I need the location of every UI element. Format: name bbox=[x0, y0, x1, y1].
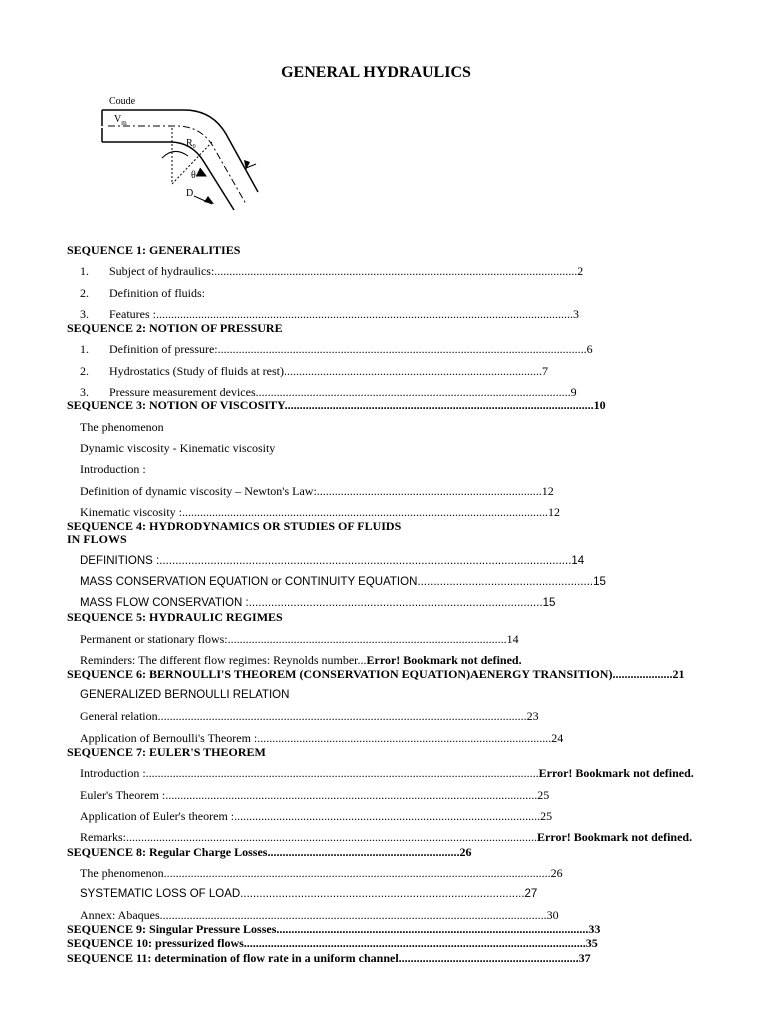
figure-label-coude: Coude bbox=[109, 96, 136, 107]
toc-entry[interactable]: Annex: Abaques.................................................................................................................................30 bbox=[80, 908, 559, 922]
figure-label-theta: θ bbox=[191, 170, 196, 181]
toc-entry[interactable]: 1. Subject of hydraulics:.........................................................................................................................2 bbox=[80, 264, 584, 278]
toc-entry[interactable]: 2. Definition of fluids: bbox=[80, 286, 205, 300]
figure-label-d: D bbox=[186, 188, 194, 199]
toc-entry[interactable]: The phenomenon bbox=[80, 420, 164, 434]
toc-entry[interactable]: Introduction : bbox=[80, 462, 146, 476]
toc-entry[interactable]: Kinematic viscosity :..........................................................................................................................12 bbox=[80, 505, 560, 519]
angle-arc bbox=[162, 151, 188, 158]
toc-sequence-8[interactable]: SEQUENCE 8: Regular Charge Losses................................................................26 bbox=[67, 845, 472, 859]
toc-entry[interactable]: 3. Features :...........................................................................................................................................3 bbox=[80, 307, 579, 321]
toc-sequence-4-continued[interactable]: IN FLOWS bbox=[67, 532, 127, 546]
toc-entry[interactable]: Remarks:.........................................................................................................................................Error! Bookmark not defined. bbox=[80, 830, 693, 844]
toc-sequence-1[interactable]: SEQUENCE 1: GENERALITIES bbox=[67, 243, 241, 257]
toc-sequence-10[interactable]: SEQUENCE 10: pressurized flows..................................................................................................................35 bbox=[67, 936, 598, 950]
error-bookmark-text: Error! Bookmark not defined. bbox=[537, 830, 693, 844]
toc-entry[interactable]: GENERALIZED BERNOULLI RELATION bbox=[80, 689, 290, 701]
toc-sequence-11[interactable]: SEQUENCE 11: determination of flow rate in a uniform channel............................................................37 bbox=[67, 951, 591, 965]
pipe-centerline bbox=[108, 126, 246, 204]
pipe-wall-inner bbox=[102, 142, 234, 210]
toc-entry[interactable]: Permanent or stationary flows:.............................................................................................14 bbox=[80, 632, 519, 646]
document-title: GENERAL HYDRAULICS bbox=[281, 64, 471, 81]
toc-entry[interactable]: 3. Pressure measurement devices.........................................................................................................9 bbox=[80, 385, 577, 399]
toc-entry[interactable]: MASS FLOW CONSERVATION :............................................................................................15 bbox=[80, 597, 556, 609]
toc-sequence-9[interactable]: SEQUENCE 9: Singular Pressure Losses........................................................................................................33 bbox=[67, 922, 601, 936]
toc-entry[interactable]: Reminders: The different flow regimes: Reynolds number...Error! Bookmark not defined. bbox=[80, 653, 522, 667]
toc-sequence-7[interactable]: SEQUENCE 7: EULER'S THEOREM bbox=[67, 745, 266, 759]
figure-label-v: $V_m$ bbox=[114, 114, 127, 127]
toc-entry[interactable]: 2. Hydrostatics (Study of fluids at rest)......................................................................................7 bbox=[80, 364, 548, 378]
toc-entry[interactable]: Euler's Theorem :............................................................................................................................25 bbox=[80, 788, 550, 802]
error-bookmark-text: Error! Bookmark not defined. bbox=[366, 653, 522, 667]
toc-sequence-5[interactable]: SEQUENCE 5: HYDRAULIC REGIMES bbox=[67, 610, 283, 624]
toc-entry[interactable]: The phenomenon.................................................................................................................................26 bbox=[80, 866, 563, 880]
toc-entry[interactable]: Application of Euler's theorem :......................................................................................................25 bbox=[80, 809, 553, 823]
figure-label-r: $R_0$ bbox=[186, 138, 196, 150]
toc-sequence-2[interactable]: SEQUENCE 2: NOTION OF PRESSURE bbox=[67, 321, 283, 335]
toc-entry[interactable]: MASS CONSERVATION EQUATION or CONTINUITY EQUATION.......................................................15 bbox=[80, 576, 606, 588]
toc-sequence-3[interactable]: SEQUENCE 3: NOTION OF VISCOSITY.......................................................................................................10 bbox=[67, 398, 606, 412]
toc-entry[interactable]: 1. Definition of pressure:...........................................................................................................................6 bbox=[80, 342, 593, 356]
toc-entry[interactable]: Application of Bernoulli's Theorem :..................................................................................................24 bbox=[80, 731, 564, 745]
toc-entry[interactable]: SYSTEMATIC LOSS OF LOAD.........................................................................................27 bbox=[80, 888, 538, 900]
toc-entry[interactable]: Dynamic viscosity - Kinematic viscosity bbox=[80, 441, 276, 455]
error-bookmark-text: Error! Bookmark not defined. bbox=[538, 766, 694, 780]
toc-entry[interactable]: General relation...........................................................................................................................23 bbox=[80, 709, 539, 723]
toc-sequence-4[interactable]: SEQUENCE 4: HYDRODYNAMICS OR STUDIES OF FLUIDS bbox=[67, 519, 402, 533]
toc-entry[interactable]: Introduction :...................................................................................................................................Error! Bookmark not defined. bbox=[80, 766, 694, 780]
toc-entry[interactable]: Definition of dynamic viscosity – Newton's Law:...........................................................................12 bbox=[80, 484, 554, 498]
toc-sequence-6[interactable]: SEQUENCE 6: BERNOULLI'S THEOREM (CONSERVATION EQUATION)AENERGY TRANSITION)....................21 bbox=[67, 667, 685, 681]
toc-entry[interactable]: DEFINITIONS :.................................................................................................................................14 bbox=[80, 555, 585, 567]
pipe-bend-figure bbox=[100, 92, 270, 212]
